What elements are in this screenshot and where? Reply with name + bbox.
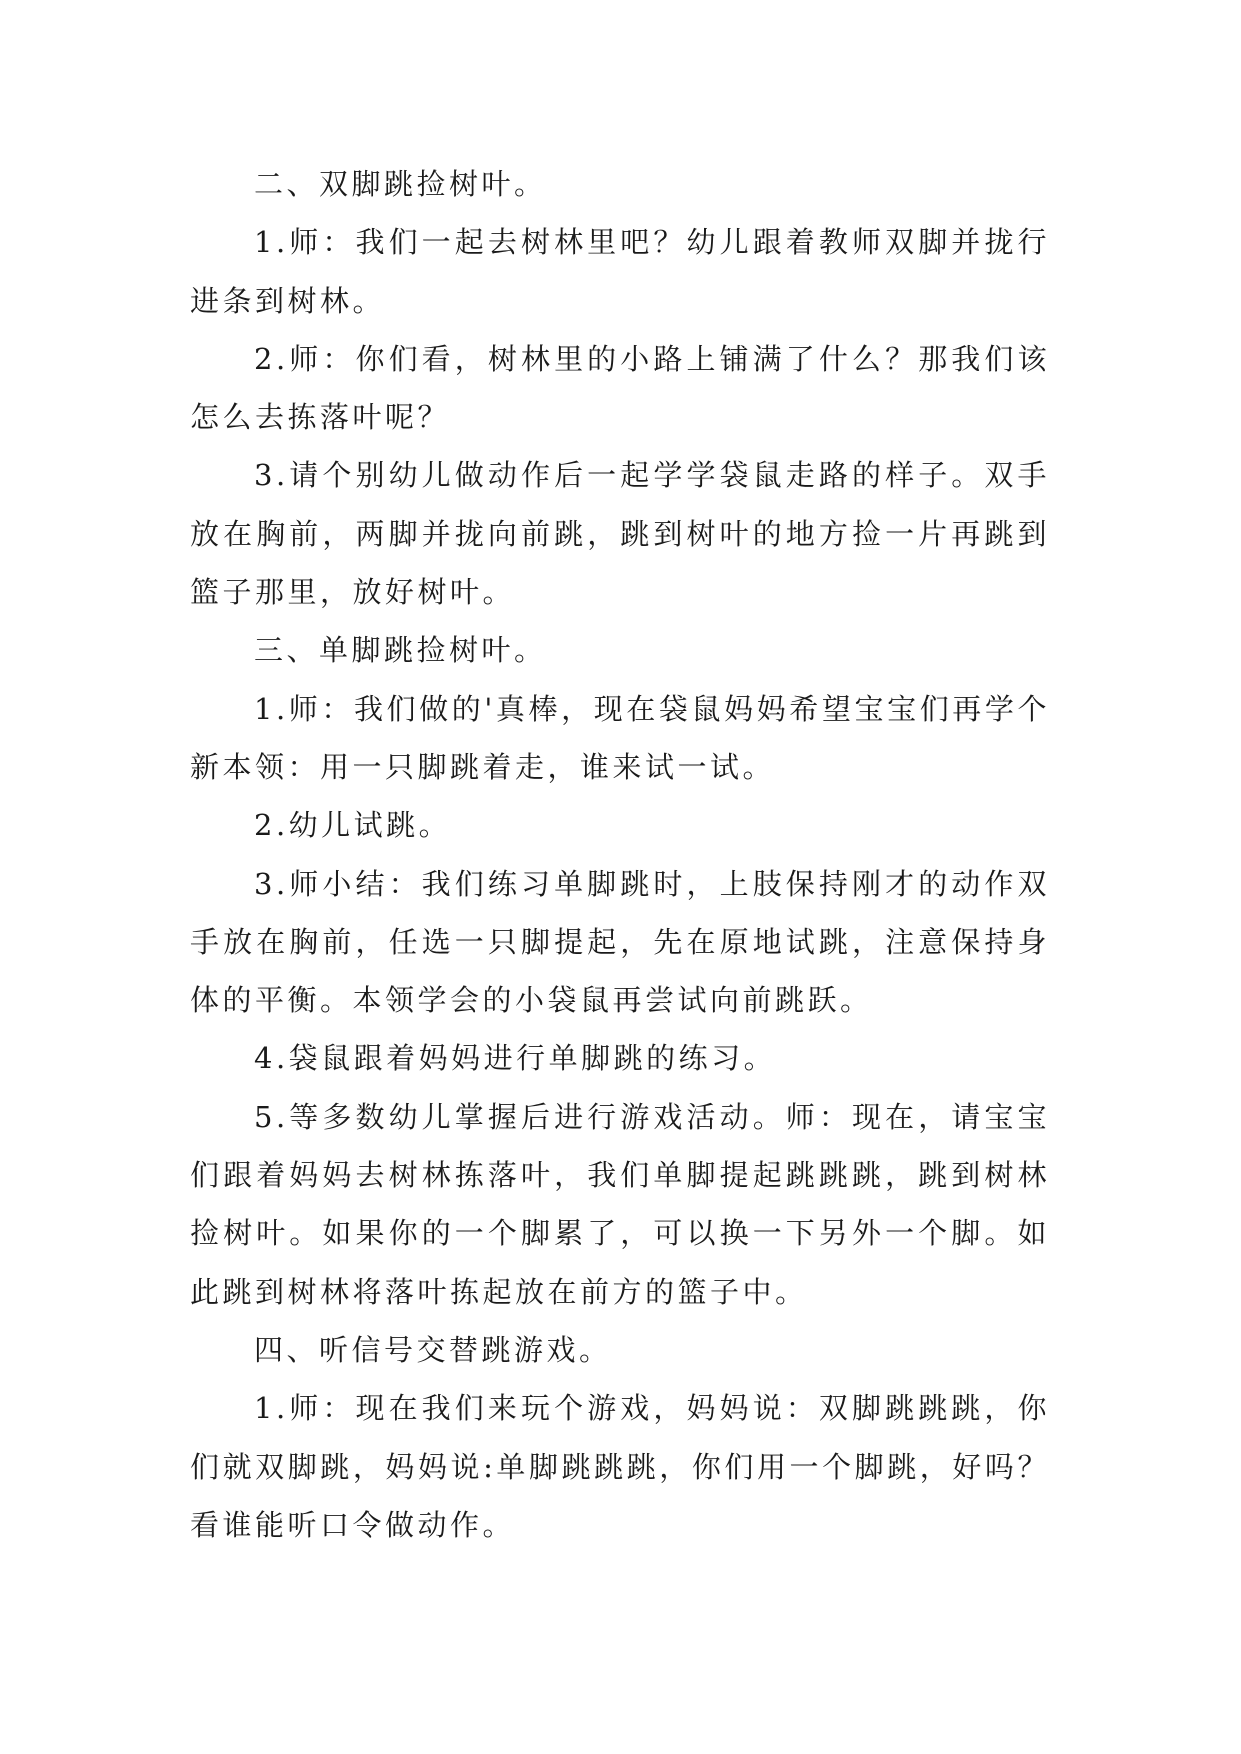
paragraph: 2.师：你们看，树林里的小路上铺满了什么？那我们该怎么去拣落叶呢？ bbox=[190, 341, 1050, 435]
document-body bbox=[190, 155, 1050, 1554]
paragraph: 1.师：我们一起去树林里吧？幼儿跟着教师双脚并拢行进条到树林。 bbox=[190, 225, 1050, 318]
section-heading: 三、单脚跳捡树叶。 bbox=[254, 633, 547, 668]
paragraph: 3.师小结：我们练习单脚跳时，上肢保持刚才的动作双手放在胸前，任选一只脚提起，先在原地试跳，注意保持身体的平衡。本领学会的小袋鼠再尝试向前跳跃。 bbox=[190, 866, 1050, 1018]
section-heading: 四、听信号交替跳游戏。 bbox=[254, 1332, 612, 1367]
paragraph: 3.请个别幼儿做动作后一起学学袋鼠走路的样子。双手放在胸前，两脚并拢向前跳，跳到树叶的地方捡一片再跳到篮子那里，放好树叶。 bbox=[190, 458, 1050, 610]
paragraph: 4.袋鼠跟着妈妈进行单脚跳的练习。 bbox=[254, 1041, 777, 1076]
paragraph: 1.师：现在我们来玩个游戏，妈妈说：双脚跳跳跳，你们就双脚跳，妈妈说:单脚跳跳跳，你们用一个脚跳，好吗？看谁能听口令做动作。 bbox=[190, 1391, 1050, 1542]
section-heading: 二、双脚跳捡树叶。 bbox=[254, 167, 547, 201]
paragraph: 1.师：我们做的'真棒，现在袋鼠妈妈希望宝宝们再学个新本领：用一只脚跳着走，谁来试一试。 bbox=[190, 691, 1050, 784]
paragraph: 2.幼儿试跳。 bbox=[254, 808, 452, 843]
paragraph: 5.等多数幼儿掌握后进行游戏活动。师：现在，请宝宝们跟着妈妈去树林拣落叶，我们单脚提起跳跳跳，跳到树林捡树叶。如果你的一个脚累了，可以换一下另外一个脚。如此跳到树林将落叶拣起放在前方的篮子中。 bbox=[190, 1099, 1050, 1309]
